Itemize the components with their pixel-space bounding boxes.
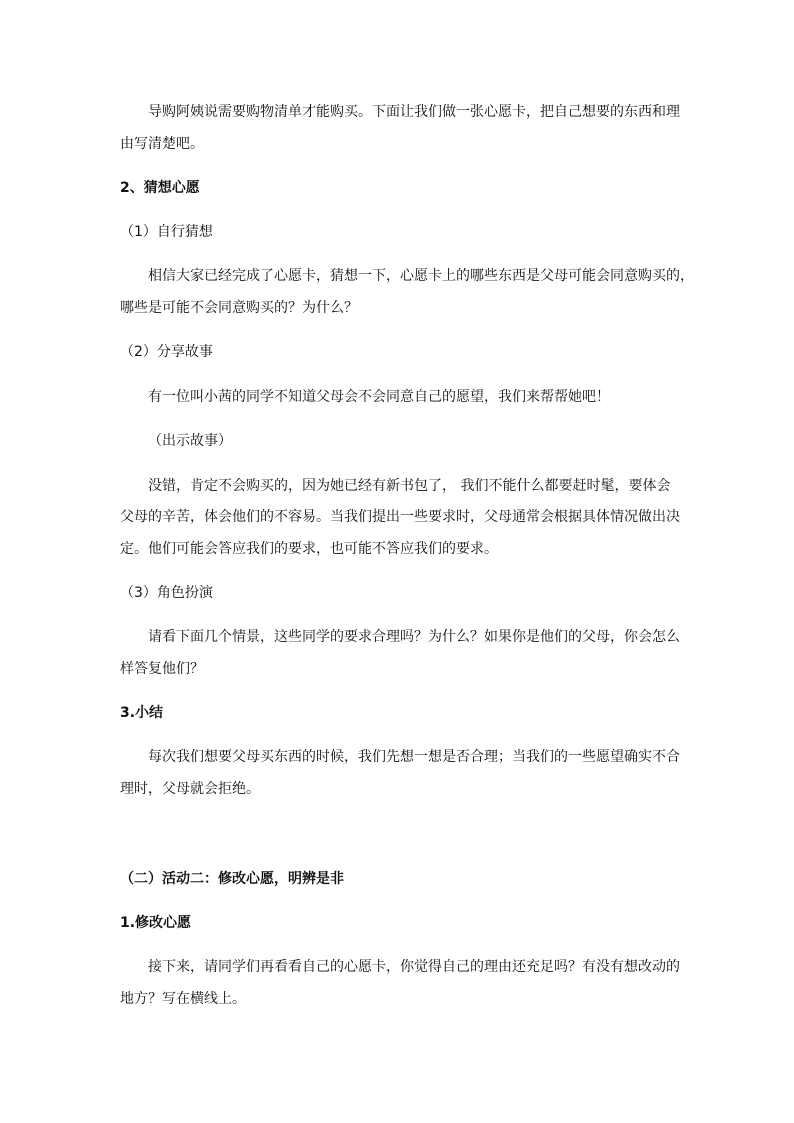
section-heading: 2、猜想心愿 xyxy=(120,180,200,196)
paragraph-line: 定。他们可能会答应我们的要求，也可能不答应我们的要求。 xyxy=(120,541,498,557)
paragraph-line: 导购阿姨说需要购物清单才能购买。下面让我们做一张心愿卡，把自己想要的东西和理 xyxy=(148,104,680,120)
section-heading: 1.修改心愿 xyxy=(120,915,192,931)
paragraph-line: 由写清楚吧。 xyxy=(120,136,204,152)
paragraph-line: 没错，肯定不会购买的，因为她已经有新书包了， 我们不能什么都要赶时髦，要体会 xyxy=(148,478,671,494)
paragraph-line: 哪些是可能不会同意购买的？为什么？ xyxy=(120,300,358,316)
subheading: （1）自行猜想 xyxy=(120,224,213,240)
subheading: （2）分享故事 xyxy=(120,344,213,360)
section-heading: 3.小结 xyxy=(120,705,164,721)
paragraph-line: 地方？写在横线上。 xyxy=(120,991,246,1007)
paragraph-line: 请看下面几个情景，这些同学的要求合理吗？为什么？如果你是他们的父母，你会怎么 xyxy=(148,629,680,645)
section-title: （二）活动二：修改心愿，明辨是非 xyxy=(120,871,344,887)
paragraph-line: 每次我们想要父母买东西的时候，我们先想一想是否合理；当我们的一些愿望确实不合 xyxy=(148,749,680,765)
paragraph-line: （出示故事） xyxy=(148,433,232,449)
paragraph-line: 相信大家已经完成了心愿卡，猜想一下，心愿卡上的哪些东西是父母可能会同意购买的， xyxy=(148,268,694,284)
paragraph-line: 父母的辛苦，体会他们的不容易。当我们提出一些要求时，父母通常会根据具体情况做出决 xyxy=(120,509,680,525)
paragraph-line: 样答复他们？ xyxy=(120,661,204,677)
paragraph-line: 理时，父母就会拒绝。 xyxy=(120,781,260,797)
subheading: （3）角色扮演 xyxy=(120,585,213,601)
paragraph-line: 接下来，请同学们再看看自己的心愿卡，你觉得自己的理由还充足吗？有没有想改动的 xyxy=(148,959,680,975)
paragraph-line: 有一位叫小茜的同学不知道父母会不会同意自己的愿望，我们来帮帮她吧！ xyxy=(148,389,610,405)
